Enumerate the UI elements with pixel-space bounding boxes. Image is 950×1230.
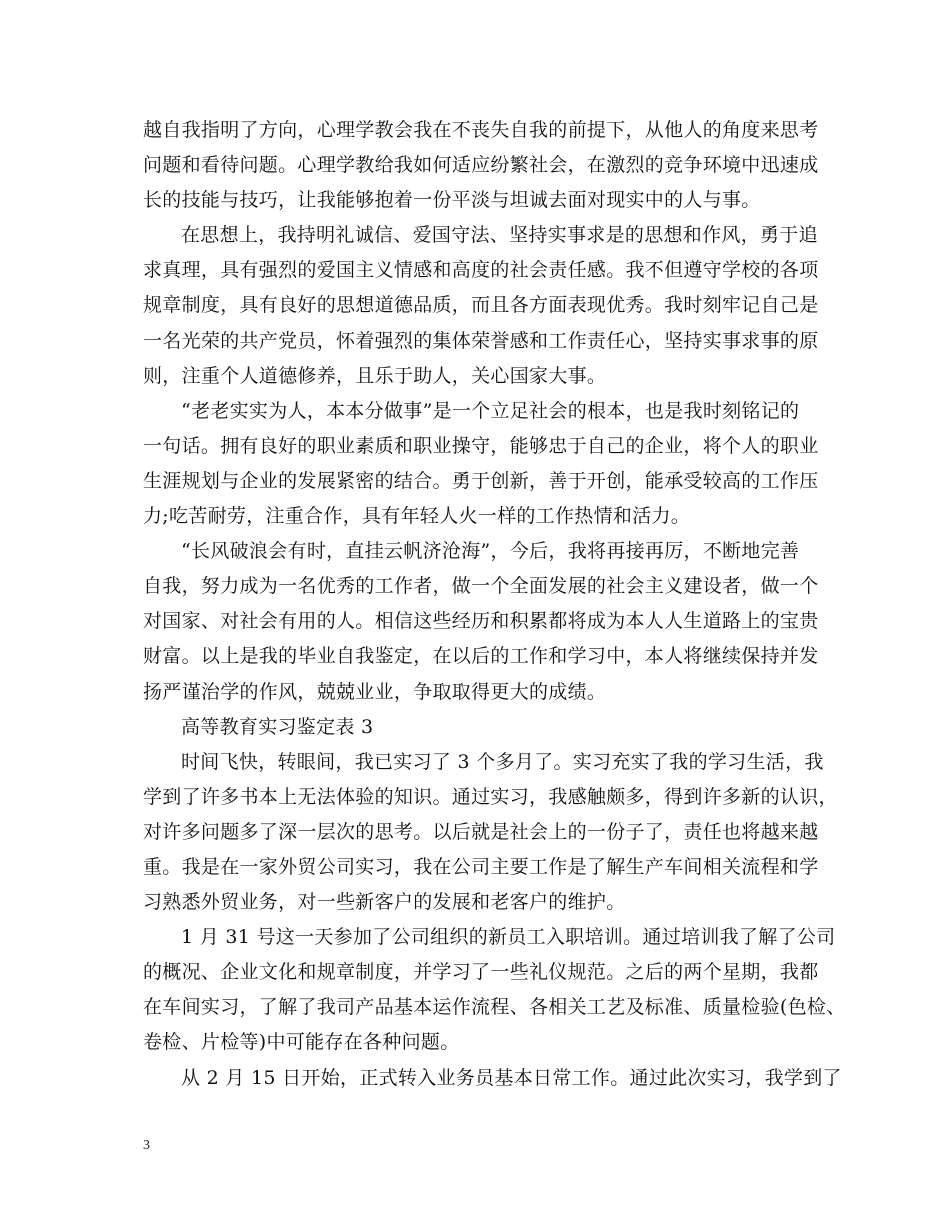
paragraph-first-line: 1 月 31 号这一天参加了公司组织的新员工入职培训。通过培训我了解了公司 bbox=[181, 926, 836, 949]
text-line: 对许多问题多了深一层次的思考。以后就是社会上的一份子了，责任也将越来越 bbox=[143, 820, 819, 843]
paragraph-first-line: 在思想上，我持明礼诚信、爱国守法、坚持实事求是的思想和作风，勇于追 bbox=[181, 224, 818, 247]
document-body bbox=[143, 113, 846, 1096]
text-line: 越自我指明了方向，心理学教会我在不丧失自我的前提下，从他人的角度来思考 bbox=[143, 119, 819, 141]
text-line: 求真理，具有强烈的爱国主义情感和高度的社会责任感。我不但遵守学校的各项 bbox=[143, 259, 819, 282]
text-line: 财富。以上是我的毕业自我鉴定，在以后的工作和学习中，本人将继续保持并发 bbox=[143, 645, 819, 668]
text-line: 一句话。拥有良好的职业素质和职业操守，能够忠于自己的企业，将个人的职业 bbox=[143, 434, 819, 457]
paragraph-first-line: “老老实实为人，本本分做事”是一个立足社会的根本，也是我时刻铭记的 bbox=[181, 399, 800, 422]
paragraph-first-line: 时间飞快，转眼间，我已实习了 3 个多月了。实习充实了我的学习生活，我 bbox=[181, 750, 824, 773]
text-line: 生涯规划与企业的发展紧密的结合。勇于创新，善于开创，能承受较高的工作压 bbox=[143, 469, 819, 492]
text-line: 长的技能与技巧，让我能够抱着一份平淡与坦诚去面对现实中的人与事。 bbox=[143, 189, 761, 212]
page-number: 3 bbox=[143, 1138, 150, 1153]
paragraph-first-line: 从 2 月 15 日开始，正式转入业务员基本日常工作。通过此次实习，我学到了 bbox=[181, 1066, 842, 1089]
text-line: 对国家、对社会有用的人。相信这些经历和积累都将成为本人人生道路上的宝贵 bbox=[143, 610, 819, 633]
text-line: 扬严谨治学的作风，兢兢业业，争取取得更大的成绩。 bbox=[143, 680, 607, 703]
text-line: 卷检、片检等)中可能存在各种问题。 bbox=[143, 1031, 460, 1054]
text-line: 力;吃苦耐劳，注重合作，具有年轻人火一样的工作热情和活力。 bbox=[143, 505, 691, 528]
text-line: 重。我是在一家外贸公司实习，我在公司主要工作是了解生产车间相关流程和学 bbox=[143, 855, 819, 878]
text-line: 自我，努力成为一名优秀的工作者，做一个全面发展的社会主义建设者，做一个 bbox=[143, 575, 819, 598]
text-line: 学到了许多书本上无法体验的知识。通过实习，我感触颇多，得到许多新的认识， bbox=[143, 785, 838, 808]
text-line: 的概况、企业文化和规章制度，并学习了一些礼仪规范。之后的两个星期，我都 bbox=[143, 961, 819, 984]
text-line: 一名光荣的共产党员，怀着强烈的集体荣誉感和工作责任心，坚持实事求事的原 bbox=[143, 329, 819, 352]
text-line: 习熟悉外贸业务，对一些新客户的发展和老客户的维护。 bbox=[143, 891, 626, 914]
text-line: 规章制度，具有良好的思想道德品质，而且各方面表现优秀。我时刻牢记自己是 bbox=[143, 294, 819, 317]
section-heading: 高等教育实习鉴定表 3 bbox=[181, 715, 374, 738]
text-line: 问题和看待问题。心理学教给我如何适应纷繁社会，在激烈的竞争环境中迅速成 bbox=[143, 154, 819, 177]
paragraph-first-line: “长风破浪会有时，直挂云帆济沧海”，今后，我将再接再厉，不断地完善 bbox=[181, 540, 800, 563]
text-line: 则，注重个人道德修养，且乐于助人，关心国家大事。 bbox=[143, 364, 607, 387]
text-line: 在车间实习，了解了我司产品基本运作流程、各相关工艺及标准、质量检验(色检、 bbox=[143, 996, 846, 1019]
